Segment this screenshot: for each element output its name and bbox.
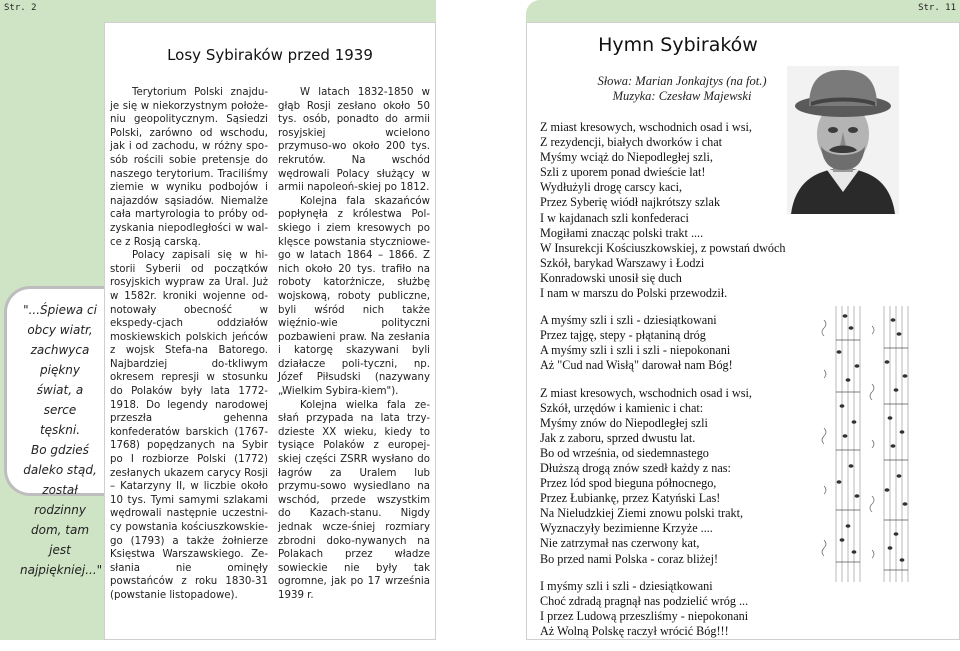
refrain-2 — [540, 579, 810, 639]
quote-line: dom, tam jest — [30, 523, 90, 557]
verse-line: Przez lód spod bieguna północnego, — [540, 476, 717, 491]
verse-line: Myśmy znów do Niepodległej szli — [540, 415, 708, 430]
article-column-2 — [278, 86, 430, 603]
verse-line: I myśmy szli i szli - dziesiątkowani — [540, 578, 713, 593]
hymn-title: Hymn Sybiraków — [598, 34, 758, 56]
verse-line: Szli z uporem ponad dwieście lat! — [540, 165, 706, 180]
verse-line: Szkół, barykad Warszawy i Łodzi — [540, 255, 705, 270]
verse-line: Z rezydencji, białych dworków i chat — [540, 135, 723, 150]
right-page-header-band — [526, 0, 960, 22]
verse-line: Bo od września, od siedemnastego — [540, 445, 709, 460]
verse-line: Mogiłami znacząc polski trakt .... — [540, 225, 704, 240]
article-paragraph: W latach 1832-1850 w głąb Rosji zesłano około 50 tys. osób, ponadto do armii rosyjskiej wcielono przymuso-wo około 200 tys. rekrutów. Na wschód wędrowali Polacy służący w armii napoleoń-skiej po 1812. — [278, 87, 430, 194]
quote-line: został rodzinny — [34, 483, 86, 517]
music-credit: Muzyka: Czesław Majewski — [612, 89, 752, 103]
verse-line: Jak z zaboru, sprzed dwustu lat. — [540, 430, 696, 445]
quote-line: Bo gdzieś — [31, 443, 89, 457]
left-page-number: Str. 2 — [4, 3, 37, 13]
quote-line: daleko stąd, — [23, 463, 97, 477]
hymn-lyrics — [540, 120, 810, 651]
verse-line: Przez tajgę, stepy - płątaniną dróg — [540, 328, 706, 343]
left-page-header-band — [0, 0, 436, 22]
verse-line: Bo przed nami Polska - coraz bliżej! — [540, 551, 719, 566]
man-in-hat-photo-icon — [787, 66, 899, 214]
verse-line: W Insurekcji Kościuszkowskiej, z powstań dwóch — [540, 240, 786, 255]
article-paragraph: Kolejna wielka fala ze-słań przypada na lata trzy-dzieste XX wieku, kiedy to tysiące Polaków z europej-skiej części ZSRR wysłano do łagrów za Uralem lub przymu-sowo wysiedlano na wschód, przede wszystkim do Kazach-stanu. Nigdy jednak wcze-śniej rozmiary zbrodni doko-nywanych na Polakach przez władze sowieckie nie były tak ogromne, jak po 17 września 1939 r. — [278, 399, 430, 601]
quote-line: najpiękniej..." — [20, 563, 103, 577]
article-paragraph: Polacy zapisali się w hi-storii Syberii od początków rosyjskich wypraw za Ural. Już w 1582r. kroniki wojenne od-notowały obecność w ekspedy-cjach oddziałów moskiewskich polskich jeńców z wojsk Stefa-na Batorego. Najbardziej do-tkliwym okresem represji w stosunku do Polaków były lata 1772-1918. Do legendy narodowej przeszła gehenna konfederatów barskich (1767-1768) popędzanych na Sybir po I rozbiorze Polski (1772) zesłanych ukazem carycy Rosji – Katarzyny II, w liczbie około 10 tys. Tymi samymi szlakami wędrowali następnie uczestni-cy powstania kościuszkowskie-go (1793) a także żołnierze Księstwa Warszawskiego. Ze-słania nie ominęły powstańców z roku 1830-31 (powstanie listopadowe). — [110, 250, 268, 601]
verse-line: Aż Wolną Polskę raczył wrócić Bóg!!! — [540, 623, 729, 638]
stanza-1 — [540, 120, 810, 301]
refrain-1 — [540, 313, 810, 373]
verse-line: Aż "Cud nad Wisłą" darował nam Bóg! — [540, 358, 733, 373]
quote-line: obcy wiatr, — [27, 323, 93, 337]
verse-line: Z miast kresowych, wschodnich osad i wsi, — [540, 385, 752, 400]
verse-line: Wydłużyli drogę carscy kaci, — [540, 180, 683, 195]
article-title: Losy Sybiraków przed 1939 — [167, 46, 373, 64]
verse-line: Wyznaczyły bezimienne Krzyże .... — [540, 521, 713, 536]
verse-line: Przez Łubiankę, przez Katyński Las! — [540, 491, 721, 506]
verse-line: A myśmy szli i szli - dziesiątkowani — [540, 313, 717, 328]
quote-line: zachwyca piękny — [30, 343, 90, 377]
verse-line: Konradowski unosił się duch — [540, 270, 682, 285]
article-paragraph: Terytorium Polski znajdu-je się w niekorzystnym położe-niu geopolitycznym. Sąsiedzi Polski, zarówno od wschodu, jak i od zachodu, w różny spo-sób rościli sobie pretensje do naszego terytorium. Traciliśmy ziemie w wyniku podbojów i najazdów sąsiadów. Niemalże cała martyrologia to próby od-zyskania niepodległości w wal-ce z Rosją carską. — [110, 87, 268, 248]
verse-line: I przez Ludową przeszliśmy - niepokonani — [540, 608, 749, 623]
verse-line: Szkół, urzędów i kamienic i chat: — [540, 400, 704, 415]
verse-line: Choć zdradą pragnął nas podzielić wróg ... — [540, 593, 749, 608]
verse-line: Przez Syberię wiódł najkrótszy szlak — [540, 195, 721, 210]
handwritten-sheet-music-icon — [812, 300, 920, 586]
quote-line: "...Śpiewa ci — [23, 303, 97, 317]
stanza-2 — [540, 386, 810, 567]
verse-line: A myśmy szli i szli i szli - niepokonani — [540, 343, 731, 358]
right-page-number: Str. 11 — [918, 3, 956, 13]
quote-line: tęskni. — [39, 423, 81, 437]
pull-quote — [20, 300, 103, 580]
verse-line: Dłuższą drogą znów szedł każdy z nas: — [540, 460, 731, 475]
article-column-1 — [110, 86, 268, 603]
lyrics-credit: Słowa: Marian Jonkajtys (na fot.) — [597, 74, 767, 88]
verse-line: I w kajdanach szli konfederaci — [540, 210, 689, 225]
verse-line: Nie zatrzymał nas czerwony kat, — [540, 536, 700, 551]
verse-line: Myśmy wciąż do Niepodległej szli, — [540, 150, 713, 165]
verse-line: I nam w marszu do Polski przewodził. — [540, 286, 728, 301]
quote-line: świat, a serce — [36, 383, 84, 417]
article-paragraph: Kolejna fala skazańców popłynęła z królestwa Pol-skiego i ziem kresowych po klęsce powstania styczniowe-go w latach 1864 – 1866. Z nich około 20 tys. trafiło na roboty katorżnicze, służbę wojskową, roboty publiczne, byli wśród nich także więźnio-wie polityczni pozbawieni praw. Na zesłania i katorgę skazywani byli działacze poli-tyczni, np. Józef Piłsudski (nazywany „Wielkim Sybira-kiem"). — [278, 195, 430, 398]
verse-line: Na Nieludzkiej Ziemi znowu polski trakt, — [540, 506, 744, 521]
verse-line: Z miast kresowych, wschodnich osad i wsi, — [540, 120, 752, 134]
